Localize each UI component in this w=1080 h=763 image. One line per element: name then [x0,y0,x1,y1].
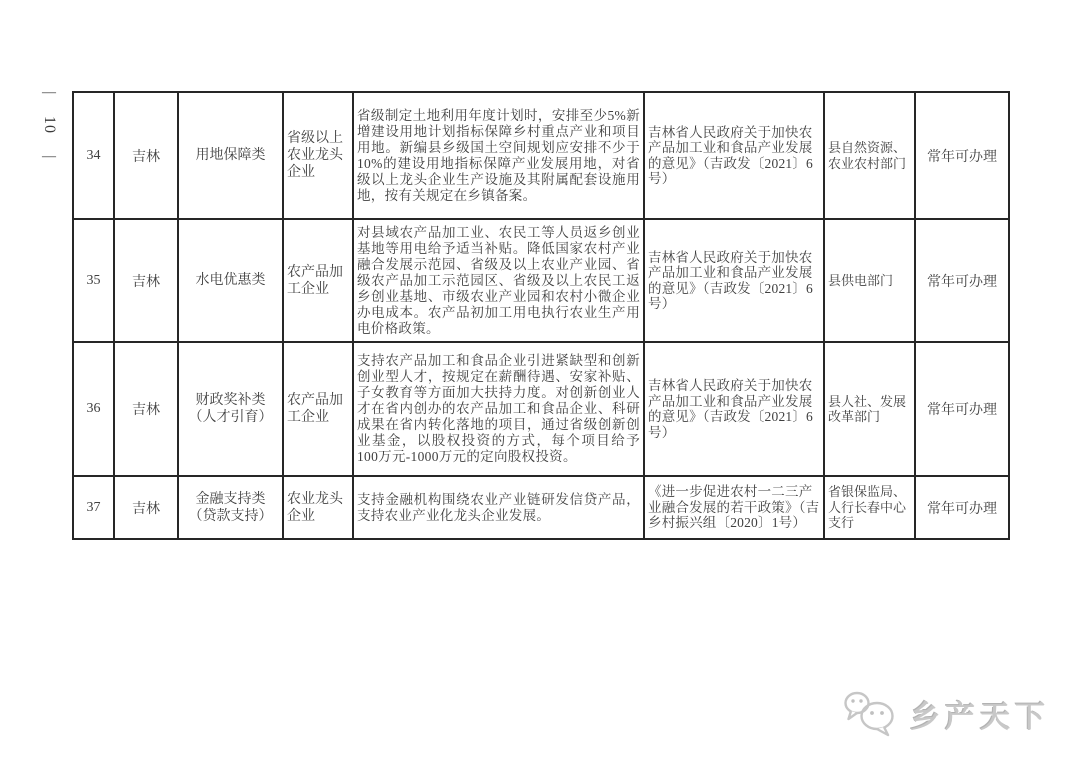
page-number-value: 10 [41,116,58,134]
cell-category: 用地保障类 [178,92,283,219]
cell-category: 金融支持类（贷款支持） [178,476,283,539]
cell-department: 县供电部门 [824,219,915,342]
cell-handle-time: 常年可办理 [915,92,1009,219]
cell-policy-basis: 吉林省人民政府关于加快农产品加工业和食品产业发展的意见》（吉政发〔2021〕6号） [644,219,824,342]
cell-category: 财政奖补类（人才引育） [178,342,283,476]
cell-measure: 支持金融机构围绕农业产业链研发信贷产品，支持农业产业化龙头企业发展。 [353,476,644,539]
cell-measure: 对县域农产品加工业、农民工等人员返乡创业基地等用电给予适当补贴。降低国家农村产业融合发展示范园、省级及以上农业产业园、省级农产品加工示范园区、省级及以上农民工返乡创业基地、市级农业产业园和农村小微企业办电成本。农产品初加工用电执行农业生产用电价格政策。 [353,219,644,342]
cell-handle-time: 常年可办理 [915,476,1009,539]
cell-row-number: 35 [73,219,114,342]
cell-province: 吉林 [114,92,178,219]
cell-policy-basis: 《进一步促进农村一二三产业融合发展的若干政策》（吉乡村振兴组〔2020〕1号） [644,476,824,539]
table-row [73,92,1009,219]
cell-target: 农产品加工企业 [283,219,353,342]
cell-policy-basis: 吉林省人民政府关于加快农产品加工业和食品产业发展的意见》（吉政发〔2021〕6号） [644,342,824,476]
cell-row-number: 34 [73,92,114,219]
cell-handle-time: 常年可办理 [915,219,1009,342]
chat-bubbles-icon [842,690,900,738]
cell-target: 省级以上农业龙头企业 [283,92,353,219]
cell-department: 县人社、发展改革部门 [824,342,915,476]
table-row [73,342,1009,476]
cell-province: 吉林 [114,219,178,342]
cell-policy-basis: 吉林省人民政府关于加快农产品加工业和食品产业发展的意见》（吉政发〔2021〕6号） [644,92,824,219]
cell-target: 农产品加工企业 [283,342,353,476]
cell-province: 吉林 [114,342,178,476]
brand-text: 乡产天下 [910,701,1050,734]
table-row [73,219,1009,342]
cell-department: 省银保监局、人行长春中心支行 [824,476,915,539]
page-number-dash-bottom: — [42,149,56,164]
page-number-dash-top: — [42,85,56,100]
table-row [73,476,1009,539]
cell-measure: 省级制定土地利用年度计划时，安排至少5%新增建设用地计划指标保障乡村重点产业和项目用地。新编县乡级国土空间规划应安排不少于10%的建设用地指标保障产业发展用地，对省级以上龙头企业生产设施及其附属配套设施用地，按有关规定在乡镇备案。 [353,92,644,219]
brand-watermark [842,690,1050,738]
cell-province: 吉林 [114,476,178,539]
cell-category: 水电优惠类 [178,219,283,342]
cell-target: 农业龙头企业 [283,476,353,539]
cell-measure: 支持农产品加工和食品企业引进紧缺型和创新创业型人才，按规定在薪酬待遇、安家补贴、子女教育等方面加大扶持力度。对创新创业人才在省内创办的农产品加工和食品企业、科研成果在省内转化落地的项目，通过省级创新创业基金，以股权投资的方式，每个项目给予100万元-1000万元的定向股权投资。 [353,342,644,476]
cell-handle-time: 常年可办理 [915,342,1009,476]
cell-row-number: 37 [73,476,114,539]
policy-table [72,91,1010,540]
page-number [36,85,62,164]
cell-department: 县自然资源、农业农村部门 [824,92,915,219]
cell-row-number: 36 [73,342,114,476]
